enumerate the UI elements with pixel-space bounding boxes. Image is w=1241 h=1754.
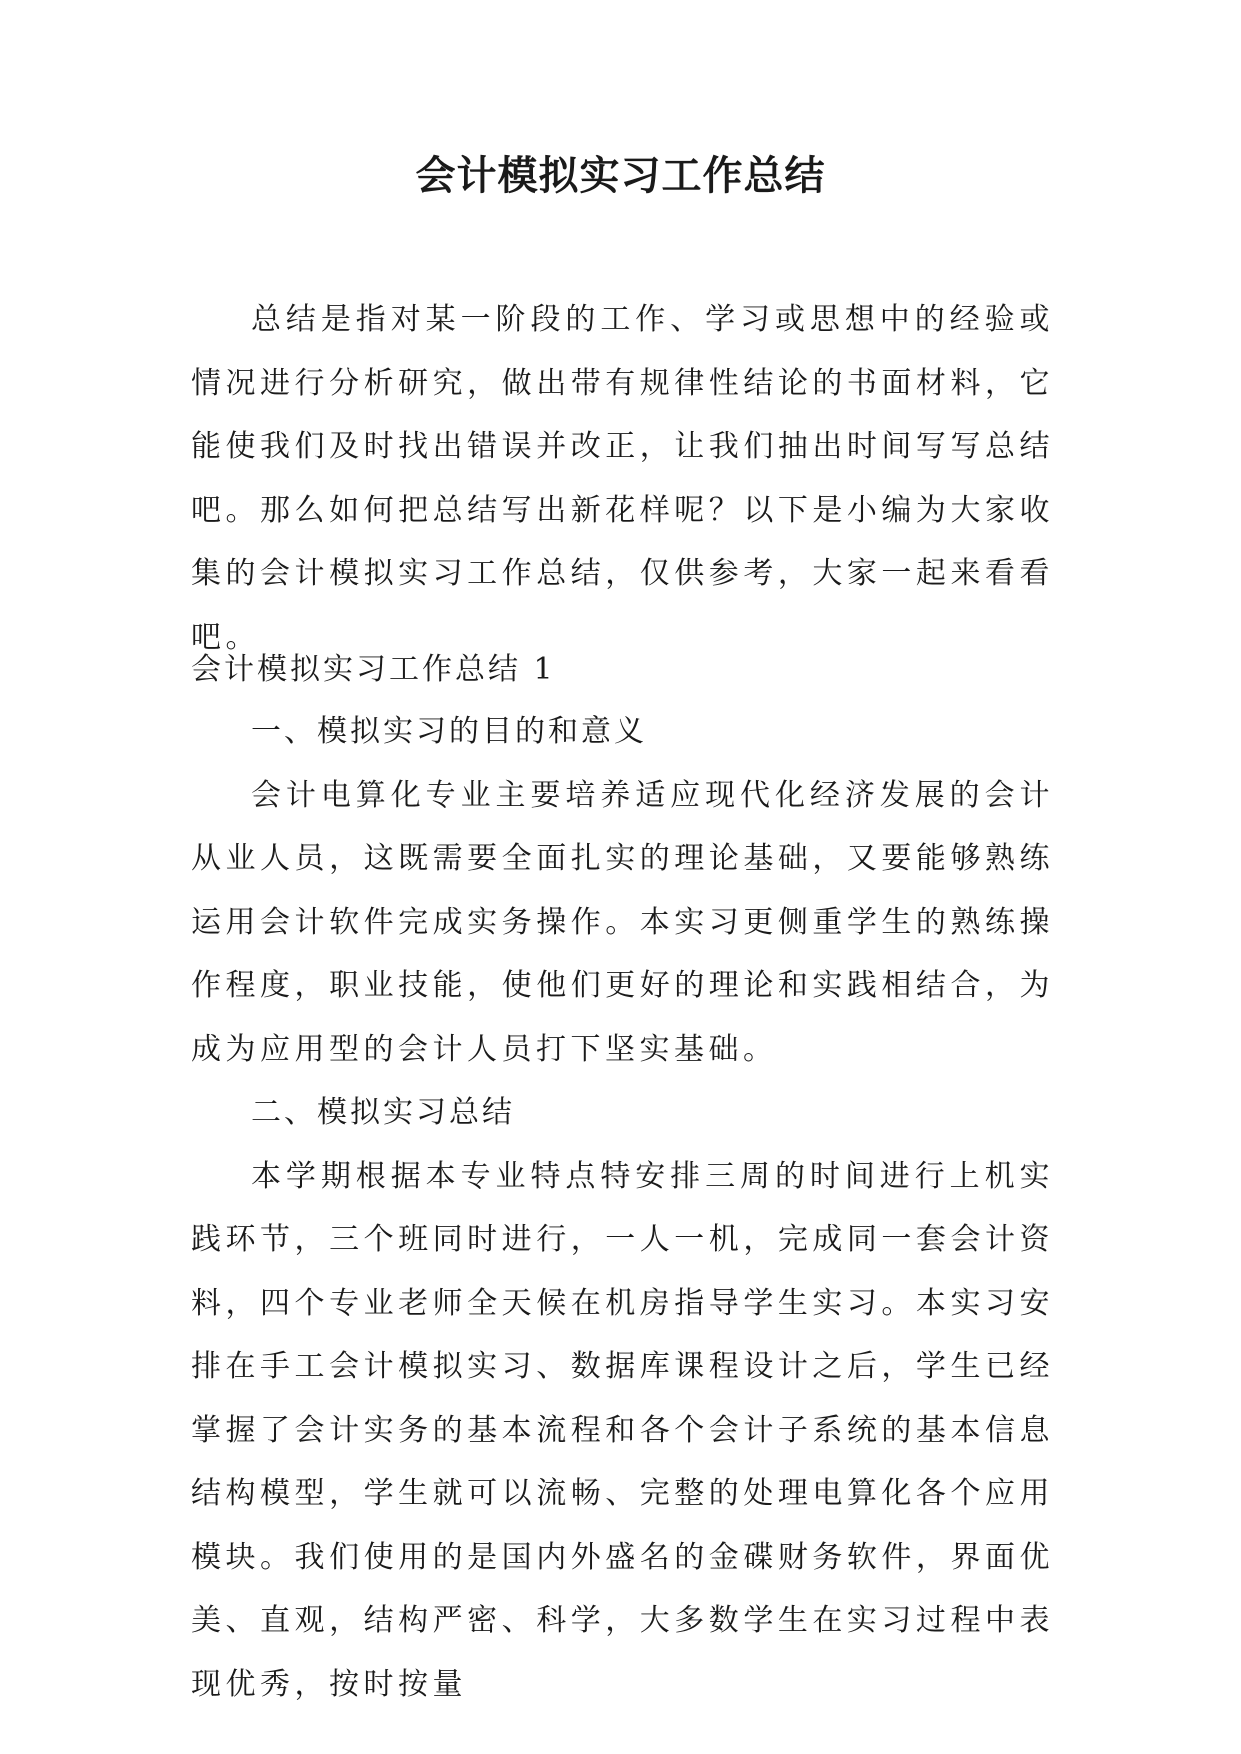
section2-paragraph: 本学期根据本专业特点特安排三周的时间进行上机实践环节，三个班同时进行，一人一机，完成同一套会计资料，四个专业老师全天候在机房指导学生实习。本实习安排在手工会计模拟实习、数据库课程设计之后，学生已经掌握了会计实务的基本流程和各个会计子系统的基本信息结构模型，学生就可以流畅、完整的处理电算化各个应用模块。我们使用的是国内外盛名的金碟财务软件，界面优美、直观，结构严密、科学，大多数学生在实习过程中表现优秀，按时按量 [191,1158,1054,1702]
intro-paragraph: 总结是指对某一阶段的工作、学习或思想中的经验或情况进行分析研究，做出带有规律性结论的书面材料，它能使我们及时找出错误并改正，让我们抽出时间写写总结吧。那么如何把总结写出新花样呢？以下是小编为大家收集的会计模拟实习工作总结，仅供参考，大家一起来看看吧。 [191,302,1054,655]
section1-heading: 一、模拟实习的目的和意义 [251,714,647,749]
section2-heading: 二、模拟实习总结 [251,1095,515,1130]
main-sections [191,700,1054,1716]
section1-paragraph: 会计电算化专业主要培养适应现代化经济发展的会计从业人员，这既需要全面扎实的理论基础，又要能够熟练运用会计软件完成实务操作。本实习更侧重学生的熟练操作程度，职业技能，使他们更好的理论和实践相结合，为成为应用型的会计人员打下坚实基础。 [191,777,1054,1067]
document-title: 会计模拟实习工作总结 [415,152,826,199]
section-subtitle: 会计模拟实习工作总结 1 [191,652,556,687]
